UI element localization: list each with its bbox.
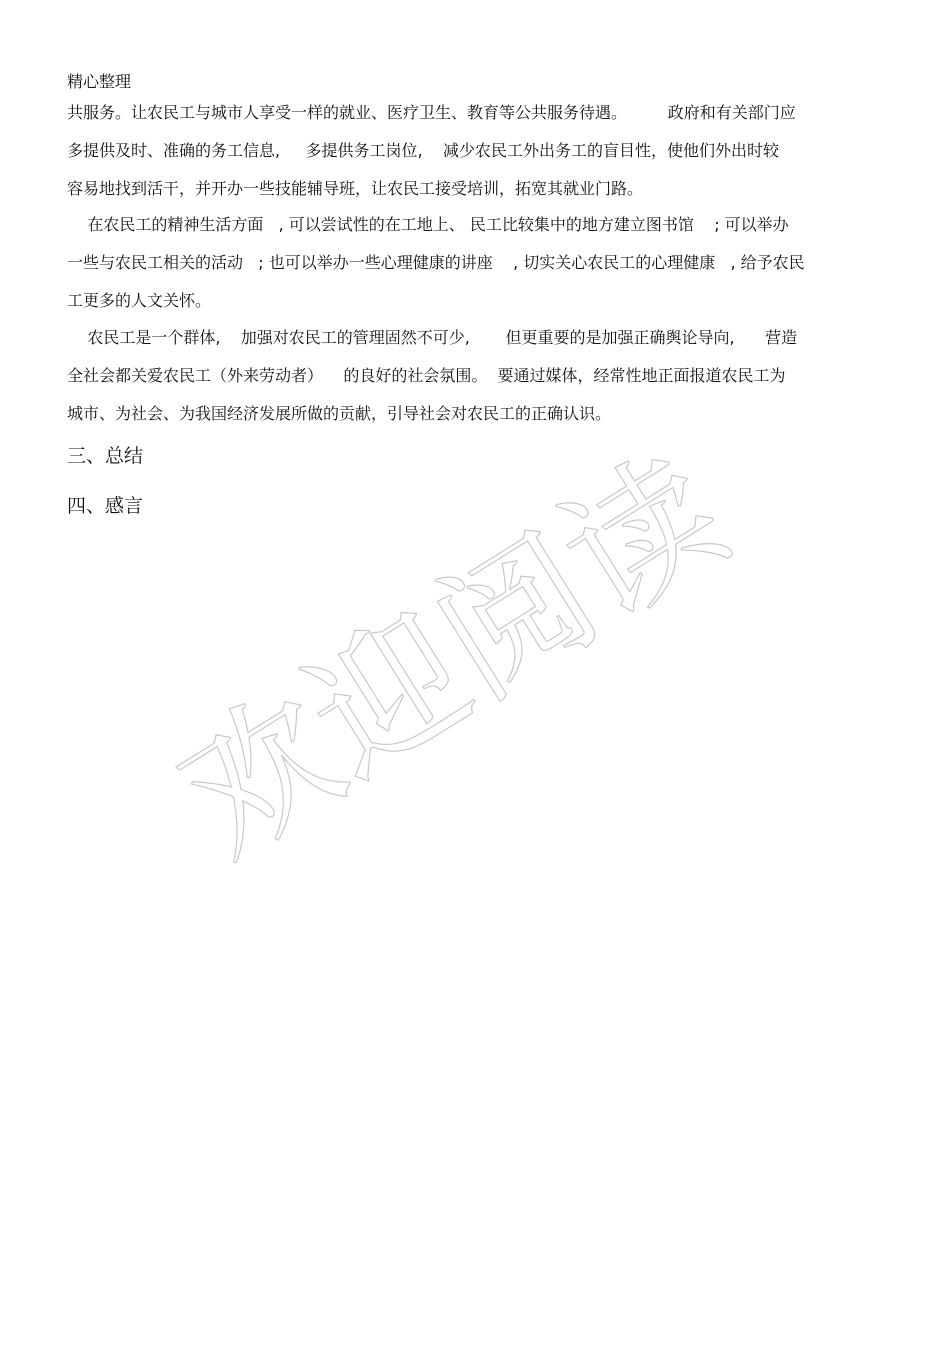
paragraph-1-line-1: 共服务。让农民工与城市人享受一样的就业、医疗卫生、教育等公共服务待遇。 政府和有关部门应: [67, 103, 796, 122]
paragraph-1-line-3: 容易地找到活干，并开办一些技能辅导班，让农民工接受培训，拓宽其就业门路。: [67, 179, 644, 198]
paragraph-3-line-2: 全社会都关爱农民工（外来劳动者） 的良好的社会氛围。 要通过媒体，经常性地正面报道农民工为: [67, 366, 786, 385]
watermark-text: 欢迎阅读: [152, 423, 754, 890]
paragraph-2-line-1: 在农民工的精神生活方面 , 可以尝试性的在工地上、 民工比较集中的地方建立图书馆 ; 可以举办: [67, 215, 789, 234]
paragraph-2-line-2: 一些与农民工相关的活动 ; 也可以举办一些心理健康的讲座 , 切实关心农民工的心理健康 , 给予农民: [67, 253, 805, 272]
paragraph-3-line-1: 农民工是一个群体, 加强对农民工的管理固然不可少, 但更重要的是加强正确舆论导向, 营造: [67, 328, 798, 347]
reflection-heading: 四、感言: [67, 495, 144, 517]
header-label: 精心整理: [67, 72, 132, 91]
summary-heading: 三、总结: [67, 445, 144, 467]
paragraph-3-line-3: 城市、为社会、为我国经济发展所做的贡献，引导社会对农民工的正确认识。: [67, 404, 612, 423]
paragraph-1-line-2: 多提供及时、准确的务工信息, 多提供务工岗位, 减少农民工外出务工的盲目性，使他们外出时较: [67, 141, 779, 160]
paragraph-2-line-3: 工更多的人文关怀。: [67, 291, 212, 310]
